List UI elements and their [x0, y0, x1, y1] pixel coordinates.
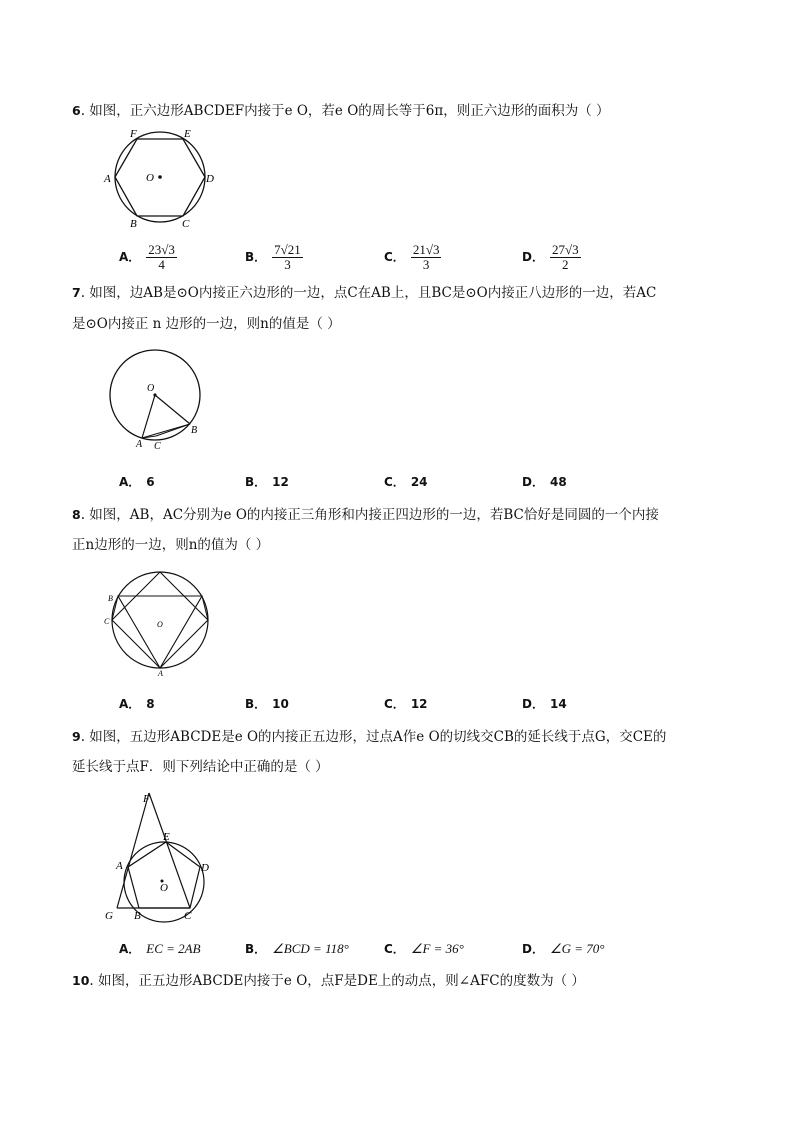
option-fraction — [272, 243, 303, 272]
q7-option-d[interactable] — [522, 472, 567, 493]
label-A: A — [116, 860, 123, 872]
option-value: 6 — [146, 475, 155, 489]
option-label: D． — [522, 250, 544, 264]
label-E: E — [184, 128, 191, 140]
numerator: 23√3 — [148, 242, 175, 257]
option-label: D． — [522, 475, 544, 489]
question-8-stem-line2: 正n边形的一边，则n的值为（ ） — [72, 537, 270, 553]
option-fraction — [550, 243, 581, 272]
label-F: F — [143, 793, 150, 805]
question-7-stem-line1 — [72, 283, 656, 303]
question-9-stem-line2: 延长线于点F．则下列结论中正确的是（ ） — [72, 759, 329, 775]
label-C: C — [184, 910, 192, 922]
option-label: B． — [245, 475, 267, 489]
option-value: 12 — [410, 697, 428, 711]
denominator: 3 — [422, 257, 430, 272]
question-text: . 如图，五边形ABCDE是e O的内接正五边形，过点A作e O的切线交CB的延长线于点G，交CE的 — [80, 729, 667, 745]
question-number: 7 — [72, 285, 81, 300]
q9-option-b[interactable] — [245, 939, 349, 960]
denominator: 4 — [158, 257, 165, 272]
option-value: 12 — [272, 475, 289, 489]
figure-pentagon-tangent — [100, 789, 220, 923]
option-label: C． — [384, 250, 405, 264]
label-O: O — [160, 882, 168, 894]
q8-option-b[interactable] — [245, 694, 289, 715]
label-D: D — [206, 173, 214, 185]
option-value: 10 — [272, 697, 289, 711]
label-C: C — [104, 617, 110, 626]
question-number: 10 — [72, 973, 90, 988]
label-B: B — [191, 425, 198, 436]
label-B: B — [134, 910, 141, 922]
option-label: A． — [119, 697, 141, 711]
q8-option-c[interactable] — [384, 694, 428, 715]
option-value: ∠F = 36° — [410, 941, 464, 956]
option-label: B． — [245, 942, 267, 956]
label-E: E — [163, 831, 170, 843]
option-label: B． — [245, 697, 267, 711]
q7-option-c[interactable] — [384, 472, 428, 493]
option-label: B． — [245, 250, 267, 264]
figure-circle-chords — [105, 348, 210, 454]
option-fraction — [411, 243, 442, 272]
label-C: C — [154, 441, 161, 452]
label-A: A — [136, 439, 143, 450]
question-text: . 如图，边AB是⊙O内接正六边形的一边，点C在AB上，且BC是⊙O内接正八边形的一边，若AC — [80, 285, 657, 301]
numerator: 7√21 — [274, 242, 301, 257]
option-label: A． — [119, 250, 141, 264]
option-label: C． — [384, 942, 405, 956]
question-text: . 如图，正六边形ABCDEF内接于e O，若e O的周长等于6π，则正六边形的面积为（ ） — [80, 103, 610, 119]
denominator: 3 — [284, 257, 291, 272]
option-label: A． — [119, 475, 141, 489]
option-value: 48 — [549, 475, 567, 489]
question-text: . 如图，AB，AC分别为e O的内接正三角形和内接正四边形的一边，若BC恰好是同圆的一个内接 — [80, 507, 659, 523]
label-A: A — [158, 669, 163, 676]
option-label: C． — [384, 697, 405, 711]
q9-option-d[interactable] — [522, 939, 604, 960]
denominator: 2 — [562, 257, 569, 272]
option-label: D． — [522, 942, 544, 956]
figure-triangle-square-in-circle — [102, 568, 217, 676]
question-8-stem-line1 — [72, 505, 659, 525]
numerator: 21√3 — [412, 242, 440, 257]
option-value: EC = 2AB — [146, 941, 201, 956]
label-D: D — [201, 862, 209, 874]
q9-option-c[interactable] — [384, 939, 464, 960]
q6-option-b[interactable] — [245, 243, 303, 272]
option-value: 8 — [146, 697, 155, 711]
label-O: O — [147, 383, 155, 394]
label-O: O — [146, 172, 154, 184]
q8-option-d[interactable] — [522, 694, 567, 715]
option-fraction — [146, 243, 177, 272]
q7-option-b[interactable] — [245, 472, 289, 493]
q7-option-a[interactable] — [119, 472, 155, 493]
label-G: G — [105, 910, 113, 922]
question-9-stem-line1 — [72, 727, 666, 747]
option-label: D． — [522, 697, 544, 711]
q6-option-d[interactable] — [522, 243, 581, 272]
question-number: 8 — [72, 507, 81, 522]
option-value: ∠G = 70° — [549, 941, 605, 956]
label-B: B — [130, 218, 137, 230]
q6-option-c[interactable] — [384, 243, 441, 272]
option-value: ∠BCD = 118° — [272, 941, 349, 956]
label-B: B — [108, 594, 113, 603]
figure-hexagon-in-circle — [100, 124, 225, 232]
q8-option-a[interactable] — [119, 694, 155, 715]
option-value: 14 — [549, 697, 567, 711]
question-10-stem — [72, 971, 585, 991]
q9-option-a[interactable] — [119, 939, 201, 960]
label-O: O — [157, 620, 163, 629]
question-number: 6 — [72, 103, 81, 118]
label-F: F — [130, 128, 137, 140]
option-label: A． — [119, 942, 141, 956]
numerator: 27√3 — [551, 242, 579, 257]
label-A: A — [104, 173, 111, 185]
question-6-stem — [72, 101, 610, 121]
option-value: 24 — [410, 475, 428, 489]
option-label: C． — [384, 475, 405, 489]
question-number: 9 — [72, 729, 81, 744]
label-C: C — [182, 218, 190, 230]
question-7-stem-line2: 是⊙O内接正 n 边形的一边，则n的值是（ ） — [72, 316, 341, 332]
question-text: . 如图，正五边形ABCDE内接于e O，点F是DE上的动点，则∠AFC的度数为（ ） — [89, 973, 585, 989]
q6-option-a[interactable] — [119, 243, 177, 272]
